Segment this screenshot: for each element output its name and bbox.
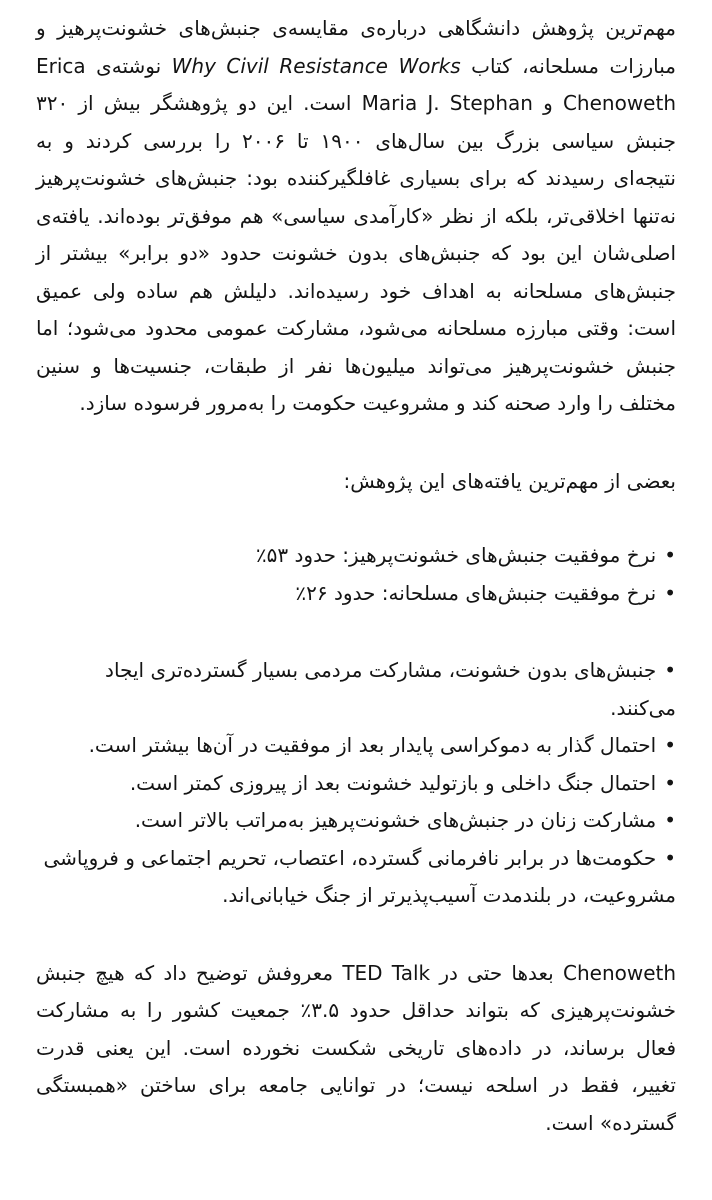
book-title: Why Civil Resistance Works bbox=[171, 53, 461, 78]
findings-list bbox=[36, 652, 676, 915]
bullet-icon: • bbox=[664, 808, 676, 832]
findings-intro: بعضی از مهم‌ترین یافته‌های این پژوهش: bbox=[343, 468, 676, 493]
paragraph-text: است. این دو پژوهشگر بیش از ۳۲۰ جنبش سیاسی بزرگ بین سال‌های ۱۹۰۰ تا ۲۰۰۶ را بررسی کردند و به نتیجه‌ای رسیدند که برای بسیاری غافلگیرکننده بود: جنبش‌های خشونت‌پرهیز نه‌تنها اخلاقی‌تر، بلکه از نظر «کارآمدی سیاسی» هم موفق‌تر بوده‌اند. یافته‌ی اصلی‌شان این بود که جنبش‌های بدون خشونت حدود «دو برابر» بیشتر از جنبش‌های مسلحانه به اهداف خود رسیده‌اند. دلیلش هم ساده ولی عمیق است: وقتی مبارزه مسلحانه می‌شود، مشارکت عمومی محدود می‌شود؛ اما جنبش خشونت‌پرهیز می‌تواند میلیون‌ها نفر از طبقات، جنسیت‌ها و سنین مختلف را وارد صحنه کند و مشروعیت حکومت را به‌مرور فرسوده سازد. bbox=[36, 91, 677, 415]
list-item bbox=[36, 652, 676, 727]
list-item bbox=[36, 802, 676, 840]
bullet-icon: • bbox=[664, 845, 676, 870]
list-item-text: جنبش‌های بدون خشونت، مشارکت مردمی بسیار گسترده‌تری ایجاد می‌کنند. bbox=[105, 658, 676, 720]
paragraph-ted-talk bbox=[36, 955, 676, 1143]
author-name: Erica Chenoweth bbox=[36, 53, 677, 115]
talk-name: TED Talk bbox=[342, 960, 431, 985]
list-item bbox=[36, 765, 676, 803]
bullet-icon: • bbox=[664, 543, 676, 567]
bullet-icon: • bbox=[664, 658, 676, 682]
paragraph-text: و bbox=[543, 91, 553, 115]
list-item-text: مشارکت زنان در جنبش‌های خشونت‌پرهیز به‌مراتب بالاتر است. bbox=[134, 808, 657, 832]
author-name: Maria J. Stephan bbox=[361, 91, 533, 115]
paragraph-book-summary bbox=[36, 10, 676, 423]
list-item-text: نرخ موفقیت جنبش‌های خشونت‌پرهیز: حدود ۵۳٪ bbox=[255, 543, 657, 567]
success-rate-list bbox=[36, 537, 676, 612]
bullet-icon: • bbox=[664, 580, 676, 605]
paragraph-text: بعدها حتی در bbox=[439, 960, 554, 985]
list-item bbox=[36, 840, 676, 915]
paragraph-text: معروفش توضیح داد که هیچ جنبش خشونت‌پرهیزی که بتواند حداقل حدود ۳.۵٪ جمعیت کشور را به مشارکت فعال برساند، در داده‌های تاریخی شکست نخورده است. این یعنی قدرت تغییر، فقط در اسلحه نیست؛ در توانایی جامعه برای ساختن «همبستگی گسترده» است. bbox=[36, 960, 676, 1135]
bullet-icon: • bbox=[664, 733, 676, 757]
paragraph-text: نوشته‌ی bbox=[96, 53, 162, 78]
list-item-text: احتمال جنگ داخلی و بازتولید خشونت بعد از پیروزی کمتر است. bbox=[129, 770, 657, 795]
list-item bbox=[36, 575, 676, 613]
list-item-text: نرخ موفقیت جنبش‌های مسلحانه: حدود ۲۶٪ bbox=[295, 580, 657, 605]
paragraph-text: مهم‌ترین پژوهش دانشگاهی درباره‌ی مقایسه‌ی جنبش‌های خشونت‌پرهیز و مبارزات مسلحانه، کتاب bbox=[36, 16, 676, 78]
author-name: Chenoweth bbox=[563, 960, 677, 985]
list-item bbox=[36, 727, 676, 765]
bullet-icon: • bbox=[664, 770, 676, 795]
list-item bbox=[36, 537, 676, 575]
list-item-text: حکومت‌ها در برابر نافرمانی گسترده، اعتصاب، تحریم اجتماعی و فروپاشی مشروعیت، در بلندمدت آسیب‌پذیرتر از جنگ خیابانی‌اند. bbox=[43, 845, 676, 907]
list-item-text: احتمال گذار به دموکراسی پایدار بعد از موفقیت در آن‌ها بیشتر است. bbox=[88, 733, 657, 757]
